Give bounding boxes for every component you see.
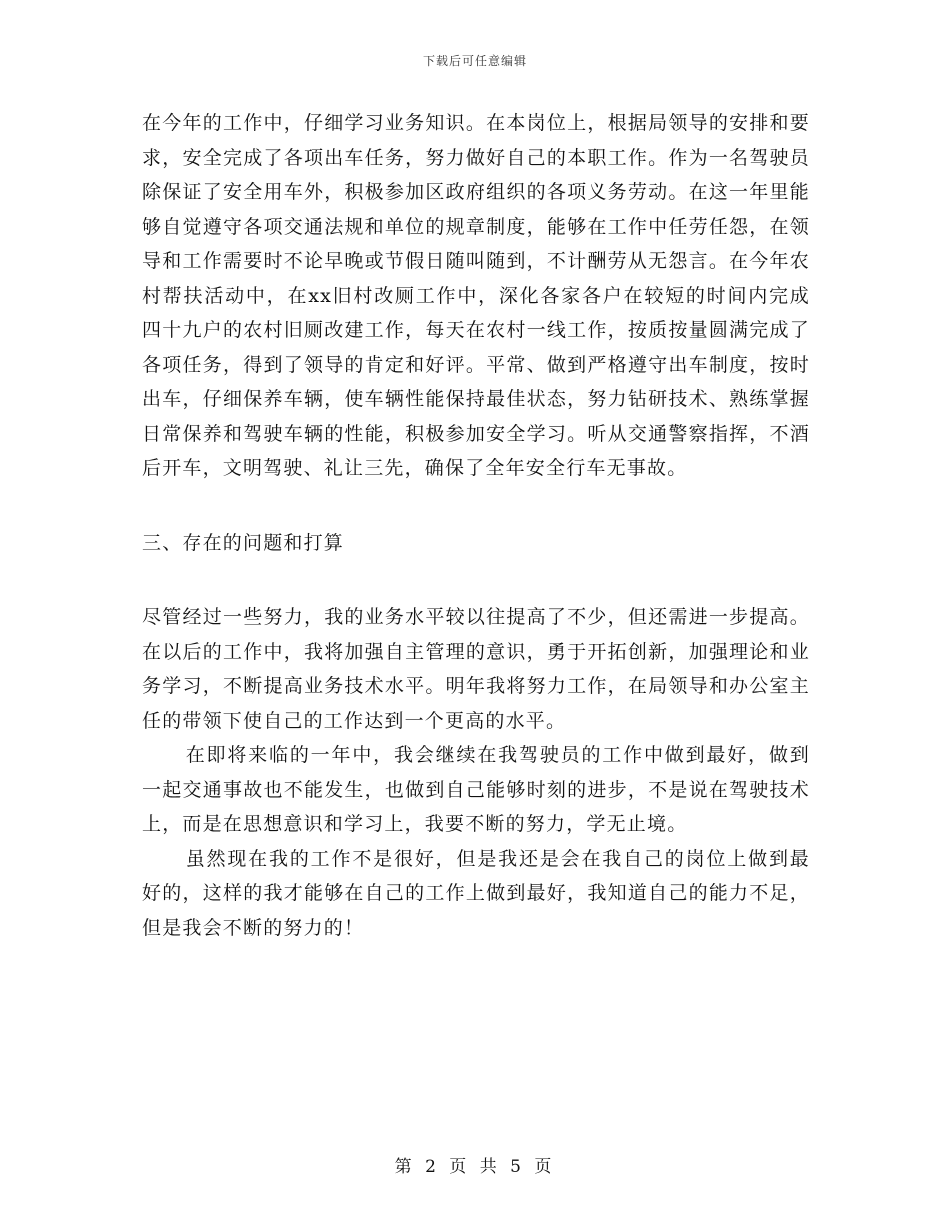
- paragraph-work-summary: 在今年的工作中，仔细学习业务知识。在本岗位上，根据局领导的安排和要求，安全完成了各项出车任务，努力做好自己的本职工作。作为一名驾驶员除保证了安全用车外，积极参加区政府组织的各项义务劳动。在这一年里能够自觉遵守各项交通法规和单位的规章制度，能够在工作中任劳任怨，在领导和工作需要时不论早晚或节假日随叫随到，不计酬劳从无怨言。在今年农村帮扶活动中，在xx旧村改厕工作中，深化各家各户在较短的时间内完成四十九户的农村旧厕改建工作，每天在农村一线工作，按质按量圆满完成了各项任务，得到了领导的肯定和好评。平常、做到严格遵守出车制度，按时出车，仔细保养车辆，使车辆性能保持最佳状态，努力钻研技术、熟练掌握日常保养和驾驶车辆的性能，积极参加安全学习。听从交通警察指挥，不酒后开车，文明驾驶、礼让三先，确保了全年安全行车无事故。: [142, 112, 810, 479]
- paragraph-coming-year: 在即将来临的一年中，我会继续在我驾驶员的工作中做到最好，做到一起交通事故也不能发生，也做到自己能够时刻的进步，不是说在驾驶技术上，而是在思想意识和学习上，我要不断的努力，学无止境。: [142, 744, 810, 835]
- header-note: 下载后可任意编辑: [422, 54, 527, 68]
- document-body: [142, 106, 810, 945]
- page-number: 第 2 页 共 5 页: [394, 1157, 556, 1177]
- section-heading-problems-plans: 三、存在的问题和打算: [142, 531, 345, 554]
- paragraph-improvement: 尽管经过一些努力，我的业务水平较以往提高了不少，但还需进一步提高。在以后的工作中，我将加强自主管理的意识，勇于开拓创新，加强理论和业务学习，不断提高业务技术水平。明年我将努力工作，在局领导和办公室主任的带领下使自己的工作达到一个更高的水平。: [142, 606, 810, 732]
- paragraph-closing: 虽然现在我的工作不是很好，但是我还是会在我自己的岗位上做到最好的，这样的我才能够在自己的工作上做到最好，我知道自己的能力不足，但是我会不断的努力的！: [142, 847, 810, 939]
